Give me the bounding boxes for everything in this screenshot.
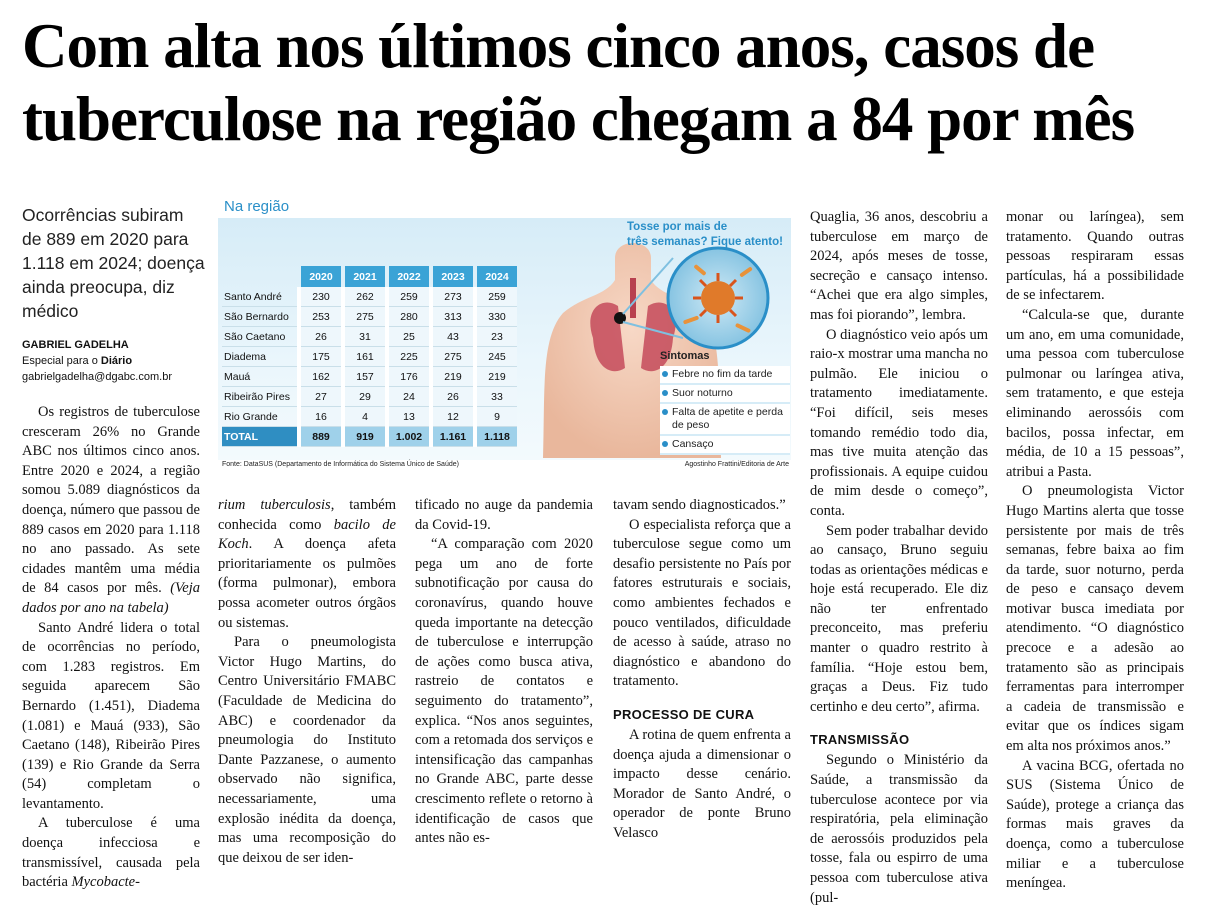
paragraph: rium tuberculosis, também conhecida como bacilo de Koch. A doença afeta prioritariamente os pulmões (forma pulmonar), embora possa acometer outros órgãos ou sistemas. xyxy=(218,497,396,631)
bullet-icon xyxy=(662,371,668,377)
table-cell-value: 259 xyxy=(475,287,517,307)
table-cell-value: 29 xyxy=(343,387,387,407)
table-cell-value: 25 xyxy=(387,327,431,347)
bullet-icon xyxy=(662,441,668,447)
symptoms-list xyxy=(660,366,790,455)
table-cell-value: 26 xyxy=(431,387,475,407)
symptom-item: Suor noturno xyxy=(660,385,790,404)
table-row xyxy=(222,287,517,307)
table-cell-city: Diadema xyxy=(222,347,299,367)
art-credit: Agostinho Frattini/Editoria de Arte xyxy=(684,461,789,468)
article-column-6 xyxy=(1006,208,1184,894)
table-row xyxy=(222,307,517,327)
table-cell-total-value: 1.002 xyxy=(387,427,431,447)
paragraph: O pneumologista Victor Hugo Martins alerta que tosse persistente por mais de três semanas, febre baixa ao fim da tarde, suor noturno, perda de peso e cansaço devem motivar busca imediata por atendimento. “O diagnóstico precoce e a adesão ao tratamento são as principais ferramentas para interromper a cadeia de transmissão e evitar que os índices sigam em alta nos próximos anos.” xyxy=(1006,483,1184,755)
table-cell-value: 27 xyxy=(299,387,343,407)
table-cell-value: 33 xyxy=(475,387,517,407)
section-heading: PROCESSO DE CURA xyxy=(613,706,755,722)
table-row xyxy=(222,407,517,427)
table-cell-value: 16 xyxy=(299,407,343,427)
symptom-item: Falta de apetite e perda de peso xyxy=(660,404,790,436)
table-cell-value: 275 xyxy=(343,307,387,327)
byline xyxy=(22,337,207,385)
paragraph: tificado no auge da pandemia da Covid-19. xyxy=(415,497,593,533)
table-cell-value: 273 xyxy=(431,287,475,307)
bacteria-icon xyxy=(693,273,743,323)
table-cell-total-value: 1.118 xyxy=(475,427,517,447)
table-cell-value: 175 xyxy=(299,347,343,367)
article-column-5 xyxy=(810,208,988,908)
headline: Com alta nos últimos cinco anos, casos de tuberculose na região chegam a 84 por mês xyxy=(22,11,1135,154)
table-cell-city: Rio Grande xyxy=(222,407,299,427)
bullet-icon xyxy=(662,409,668,415)
paragraph: “A comparação com 2020 pega um ano de forte subnotificação por causa do coronavírus, quando houve queda importante na detecção de tuberculose e interrupção de ações como busca ativa, rastreio de contatos e seguimento do tratamento”, explica. “Nos anos seguintes, com a retomada dos serviços e intensificação das campanhas no Grande ABC, parte desse crescimento reflete o retorno à identificação de casos que antes não es- xyxy=(415,536,593,847)
table-cell-value: 330 xyxy=(475,307,517,327)
table-total-row xyxy=(222,427,517,447)
table-cell-city: Mauá xyxy=(222,367,299,387)
alert-text: Tosse por mais de três semanas? Fique atento! xyxy=(627,221,783,248)
table-cell-value: 275 xyxy=(431,347,475,367)
table-cell-value: 225 xyxy=(387,347,431,367)
paragraph: A rotina de quem enfrenta a doença ajuda a dimensionar o impacto desse cenário. Morador de Santo André, o operador de ponte Bruno Velasco xyxy=(613,726,791,841)
article-column-4 xyxy=(613,496,791,844)
table-cell-value: 13 xyxy=(387,407,431,427)
byline-role xyxy=(22,353,207,369)
table-cell-value: 262 xyxy=(343,287,387,307)
table-cell-city: Santo André xyxy=(222,287,299,307)
table-header-row xyxy=(222,266,517,287)
table-cell-value: 313 xyxy=(431,307,475,327)
symptom-item: Febre no fim da tarde xyxy=(660,366,790,385)
infographic-title: Na região xyxy=(224,198,290,215)
table-cell-value: 26 xyxy=(299,327,343,347)
paragraph: monar ou laríngea), sem tratamento. Quando outras pessoas respiraram essas partículas, há a possibilidade de se infectarem. xyxy=(1006,209,1184,304)
paragraph: Sem poder trabalhar devido ao cansaço, Bruno seguiu todas as orientações médicas e hoje está recuperado. Ele diz não ter enfrentado preconceito, mas preferiu manter o quadro restrito à família. “Hoje estou bem, graças a Deus. Fiz tudo certinho e deu certo”, afirma. xyxy=(810,522,988,715)
table-cell-value: 23 xyxy=(475,327,517,347)
table-cell-value: 259 xyxy=(387,287,431,307)
table-cell-total-value: 889 xyxy=(299,427,343,447)
table-header-year: 2020 xyxy=(299,266,343,287)
table-cell-value: 12 xyxy=(431,407,475,427)
article-column-1 xyxy=(22,403,200,893)
byline-email[interactable]: gabrielgadelha@dgabc.com.br xyxy=(22,371,172,383)
table-cell-city: São Bernardo xyxy=(222,307,299,327)
paragraph: A vacina BCG, ofertada no SUS (Sistema Único de Saúde), protege a criança das formas mais graves da doença, como a tuberculose miliar e a tuberculose meníngea. xyxy=(1006,757,1184,892)
symptoms-title: Sintomas xyxy=(660,350,710,362)
table-row xyxy=(222,387,517,407)
table-header-year: 2024 xyxy=(475,266,517,287)
table-header-year: 2023 xyxy=(431,266,475,287)
table-cell-value: 245 xyxy=(475,347,517,367)
paragraph: Para o pneumologista Victor Hugo Martins, do Centro Universitário FMABC (Faculdade de Medicina do ABC) e coordenador da pneumologia do Instituto Dante Pazzanese, o aumento observado não significa, necessariamente, uma explosão inédita da doença, mas uma recomposição do que deixou de ser iden- xyxy=(218,634,396,866)
table-header-year: 2021 xyxy=(343,266,387,287)
paragraph: A tuberculose é uma doença infecciosa e transmissível, causada pela bactéria Mycobacte- xyxy=(22,815,200,891)
paragraph: Santo André lidera o total de ocorrências no período, com 1.283 registros. Em seguida aparecem São Bernardo (1.451), Diadema (1.081) e Mauá (933), São Caetano (148), Ribeirão Pires (139) e Rio Grande da Serra (54) completam o levantamento. xyxy=(22,619,200,812)
paragraph: O diagnóstico veio após um raio-x mostrar uma mancha no pulmão. Ele iniciou o tratamento imediatamente. “Foi difícil, seis meses tomando remédio todo dia, mas tive muita atenção das profissionais. A equipe cuidou de mim desde o começo”, conta. xyxy=(810,326,988,519)
table-row xyxy=(222,327,517,347)
byline-author: GABRIEL GADELHA xyxy=(22,339,129,351)
table-cell-value: 162 xyxy=(299,367,343,387)
table-cell-value: 24 xyxy=(387,387,431,407)
table-header-year: 2022 xyxy=(387,266,431,287)
table-cell-value: 9 xyxy=(475,407,517,427)
table-cell-value: 161 xyxy=(343,347,387,367)
table-cell-city: Ribeirão Pires xyxy=(222,387,299,407)
symptom-item: Cansaço xyxy=(660,436,790,455)
table-cell-value: 219 xyxy=(475,367,517,387)
paragraph: Os registros de tuberculose cresceram 26% no Grande ABC nos últimos cinco anos. Entre 2020 e 2024, a região somou 5.089 diagnósticos da doença, número que passou de 889 casos em 2020 para 1.118 no ano passado. As sete cidades mantêm uma média de 84 casos por mês. (Veja dados por ano na tabela) xyxy=(22,404,200,616)
table-row xyxy=(222,367,517,387)
table-cell-value: 219 xyxy=(431,367,475,387)
deck-subtitle: Ocorrências subiram de 889 em 2020 para 1.118 em 2024; doença ainda preocupa, diz médico xyxy=(22,205,205,321)
table-cell-total-value: 919 xyxy=(343,427,387,447)
infographic xyxy=(218,198,791,473)
table-cell-city: São Caetano xyxy=(222,327,299,347)
paragraph: O especialista reforça que a tuberculose segue como um desafio persistente no País por fatores estruturais e sociais, como ambientes fechados e pouco ventilados, dificuldade de acesso à saúde, atraso no diagnóstico e abandono do tratamento. xyxy=(613,516,791,690)
table-cell-value: 176 xyxy=(387,367,431,387)
table-header-blank xyxy=(222,266,299,287)
byline-role-prefix: Especial para o xyxy=(22,355,101,367)
paragraph: Quaglia, 36 anos, descobriu a tuberculose em março de 2024, após meses de tosse, secreção e cansaço intenso. “Achei que era algo simples, mas foi piorando”, lembra. xyxy=(810,209,988,323)
bullet-icon xyxy=(662,390,668,396)
article-column-2 xyxy=(218,496,396,868)
trachea-shape xyxy=(630,278,636,318)
section-heading: TRANSMISSÃO xyxy=(810,732,910,748)
table-cell-value: 43 xyxy=(431,327,475,347)
paragraph: “Calcula-se que, durante um ano, em uma comunidade, uma pessoa com tuberculose pulmonar ou laríngea ativa, sem tratamento, e que esteja eliminando aerossóis com bacilos, possa infectar, em média, de 10 a 15 pessoas”, atribui a Pasta. xyxy=(1006,306,1184,480)
table-cell-value: 230 xyxy=(299,287,343,307)
table-cell-value: 280 xyxy=(387,307,431,327)
table-cell-total-label: TOTAL xyxy=(222,427,299,447)
paragraph: Segundo o Ministério da Saúde, a transmissão da tuberculose acontece por via respiratória, pela eliminação de aerossóis produzidos pela tosse, fala ou espirro de uma pessoa com tuberculose ativa (pul- xyxy=(810,752,988,906)
table-cell-value: 253 xyxy=(299,307,343,327)
table-cell-value: 157 xyxy=(343,367,387,387)
paragraph: tavam sendo diagnosticados.” xyxy=(613,497,786,513)
table-cell-value: 4 xyxy=(343,407,387,427)
byline-paper: Diário xyxy=(100,355,133,367)
table-row xyxy=(222,347,517,367)
article-column-3 xyxy=(415,496,593,849)
source-note: Fonte: DataSUS (Departamento de Informática do Sistema Único de Saúde) xyxy=(222,461,459,468)
table-cell-value: 31 xyxy=(343,327,387,347)
table-cell-total-value: 1.161 xyxy=(431,427,475,447)
cases-table xyxy=(220,266,517,447)
